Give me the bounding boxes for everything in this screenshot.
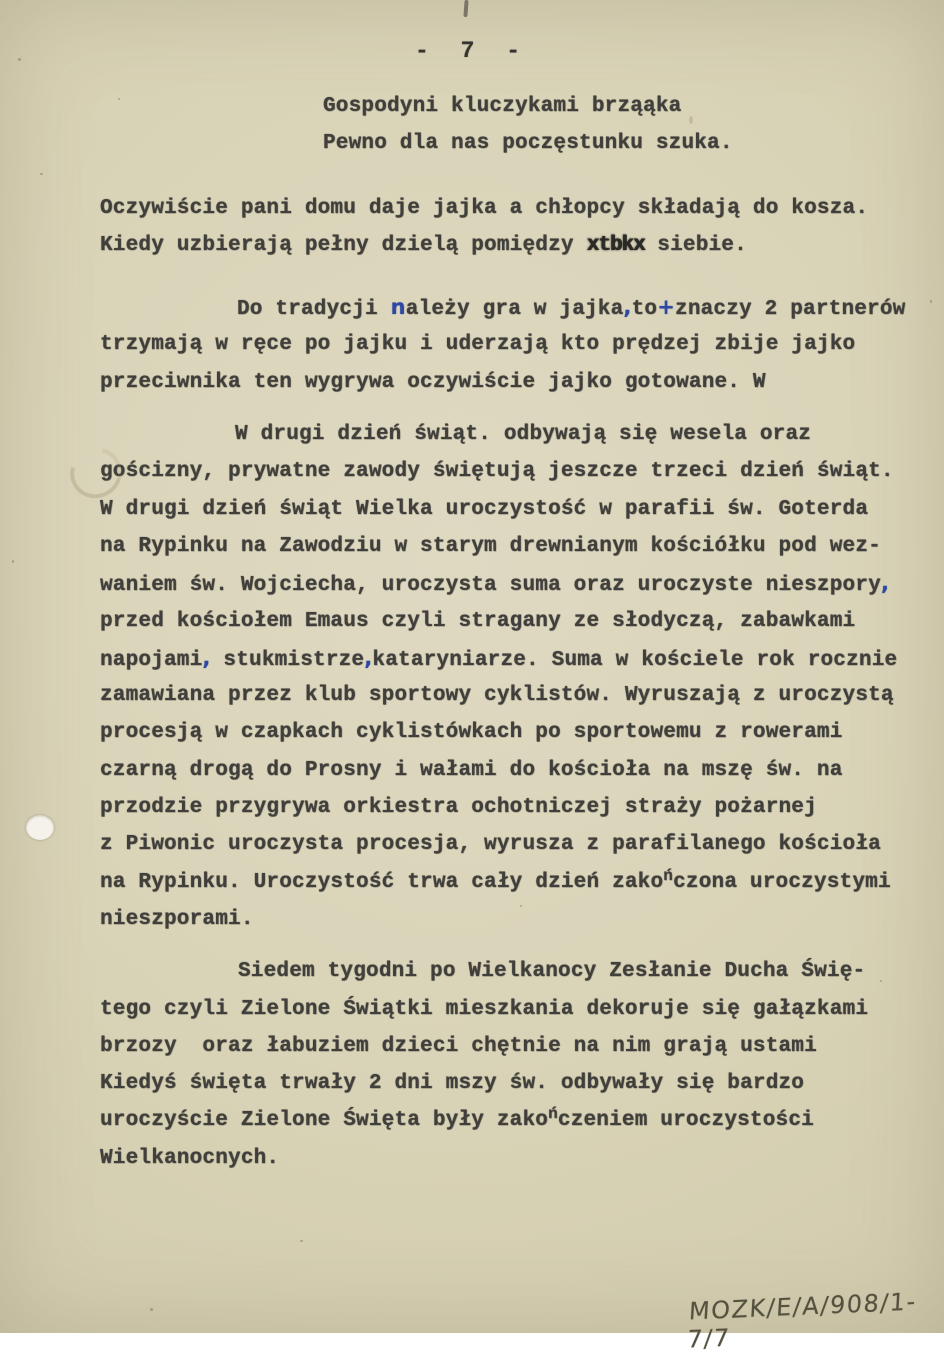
typed-text: stukmistrze (210, 648, 365, 672)
typed-line (100, 752, 920, 789)
typed-text: na Rypinku. Uroczystość trwa cały dzień zako (100, 870, 664, 894)
typed-text: ależy gra w jajka (405, 298, 624, 322)
typed-text: czeniem uroczystości (557, 1109, 814, 1133)
typed-text: napojami (100, 648, 203, 672)
struck-overtyped-word: xtbkx (586, 233, 645, 257)
typed-text: na Rypinku na Zawodziu w starym drewnianym kościółku pod wez- (100, 534, 881, 558)
typed-line (100, 1140, 920, 1177)
typed-line (100, 453, 920, 490)
typed-text: brzozy oraz łabuziem dzieci chętnie na nim grają ustami (100, 1034, 817, 1058)
typed-line (100, 603, 920, 640)
typed-line (100, 565, 920, 602)
typed-text: W drugi dzień świąt Wielka uroczystość w parafii św. Goterda (100, 497, 869, 521)
typed-line (100, 714, 920, 751)
handwritten-correction: , (623, 295, 632, 320)
typed-line (100, 991, 920, 1028)
typed-text: przodzie przygrywa orkiestra ochotniczej straży pożarnej (100, 796, 817, 820)
paper-speck (18, 58, 21, 61)
paper-speck (930, 300, 932, 303)
typed-line (100, 1028, 920, 1065)
superscript-insert: ń (548, 1105, 558, 1124)
typed-text: czona uroczystymi (673, 870, 891, 894)
paper-speck (689, 116, 693, 124)
typed-text: Pewno dla nas poczęstunku szuka. (323, 132, 733, 156)
paragraph-egg-game (100, 289, 920, 401)
typed-text: Oczywiście pani domu daje jajka a chłopcy składają do kosza. (100, 196, 869, 220)
typed-text: przed kościołem Emaus czyli stragany ze słodyczą, zabawkami (100, 609, 856, 633)
typed-line (100, 364, 920, 401)
typed-text: czarną drogą do Prosny i wałami do kościoła na mszę św. na (100, 758, 843, 782)
typed-text: znaczy 2 partnerów (675, 298, 906, 322)
typed-text: Gospodyni kluczykami brząąka (323, 95, 682, 118)
typed-text: zamawiana przez klub sportowy cyklistów. Wyruszają z uroczystą (100, 684, 894, 708)
handwritten-correction: , (202, 645, 211, 670)
pencil-tick-mark (463, 0, 468, 17)
typed-text: Siedem tygodni po Wielkanocy Zesłanie Ducha Świę- (238, 960, 866, 984)
paper-speck (12, 560, 14, 563)
paper-speck (880, 980, 882, 982)
typed-line (100, 826, 920, 863)
paper-speck (150, 1308, 153, 1311)
typed-text: trzymają w ręce po jajku i uderzają kto prędzej zbije jajko (100, 333, 856, 357)
page-number: - 7 - (414, 38, 529, 64)
typed-line (100, 640, 920, 677)
typed-line (100, 227, 920, 264)
typed-text: tego czyli Zielone Świątki mieszkania dekoruje się gałązkami (100, 997, 869, 1021)
archive-catalog-number: MOZK/E/A/908/1-7/7 (686, 1287, 918, 1354)
typed-text: kataryniarze. Suma w kościele rok rocznie (372, 648, 898, 672)
paragraph-second-holiday (100, 416, 920, 938)
punch-hole (26, 815, 54, 840)
paper-speck (300, 1240, 303, 1242)
handwritten-correction: n (390, 295, 406, 320)
typed-line (100, 677, 920, 714)
typed-text: waniem św. Wojciecha, uroczysta suma oraz uroczyste nieszpory (100, 574, 881, 598)
typed-line (100, 1102, 920, 1139)
handwritten-correction: , (364, 645, 373, 670)
typed-line (100, 125, 920, 162)
typed-text: gościzny, prywatne zawody świętują jeszcze trzeci dzień świąt. (100, 460, 894, 484)
paper-speck (520, 905, 522, 907)
typed-text: nieszporami. (100, 907, 254, 931)
typed-line (100, 326, 920, 363)
typed-line (100, 88, 920, 125)
typed-text: przeciwnika ten wygrywa oczywiście jajko gotowane. W (100, 370, 766, 394)
typed-text: W drugi dzień świąt. odbywają się wesela oraz (235, 423, 812, 447)
typed-line (100, 528, 920, 565)
typed-text: to (631, 298, 658, 322)
typed-line (100, 190, 920, 227)
typed-line (100, 1065, 920, 1102)
typed-text: siebie. (644, 233, 747, 257)
typed-text: z Piwonic uroczysta procesja, wyrusza z parafilanego kościoła (100, 833, 881, 857)
typed-line (100, 789, 920, 826)
typed-text-block (100, 88, 920, 1177)
typed-line (100, 491, 920, 528)
typed-line (100, 416, 920, 453)
typed-text: procesją w czapkach cyklistówkach po sportowemu z rowerami (100, 721, 843, 745)
handwritten-correction: , (880, 571, 890, 596)
typed-text: Do tradycji (237, 298, 391, 322)
superscript-insert: ń (663, 866, 674, 885)
handwritten-correction: + (657, 295, 676, 320)
paper-speck (40, 173, 43, 175)
typed-text: Kiedyś święta trwały 2 dni mszy św. odbywały się bardzo (100, 1072, 805, 1096)
typed-line (100, 864, 920, 901)
typed-line (100, 901, 920, 938)
paragraph-pentecost (100, 953, 920, 1177)
typed-line (100, 289, 920, 326)
typed-line (100, 953, 920, 990)
paragraph-eggs-collecting (100, 190, 920, 265)
paper-speck (118, 98, 120, 100)
typed-text: Wielkanocnych. (100, 1146, 280, 1170)
verse-couplet (100, 88, 920, 163)
typed-text: uroczyście Zielone Święta były zako (100, 1109, 549, 1133)
typed-text: Kiedy uzbierają pełny dzielą pomiędzy (100, 233, 587, 257)
